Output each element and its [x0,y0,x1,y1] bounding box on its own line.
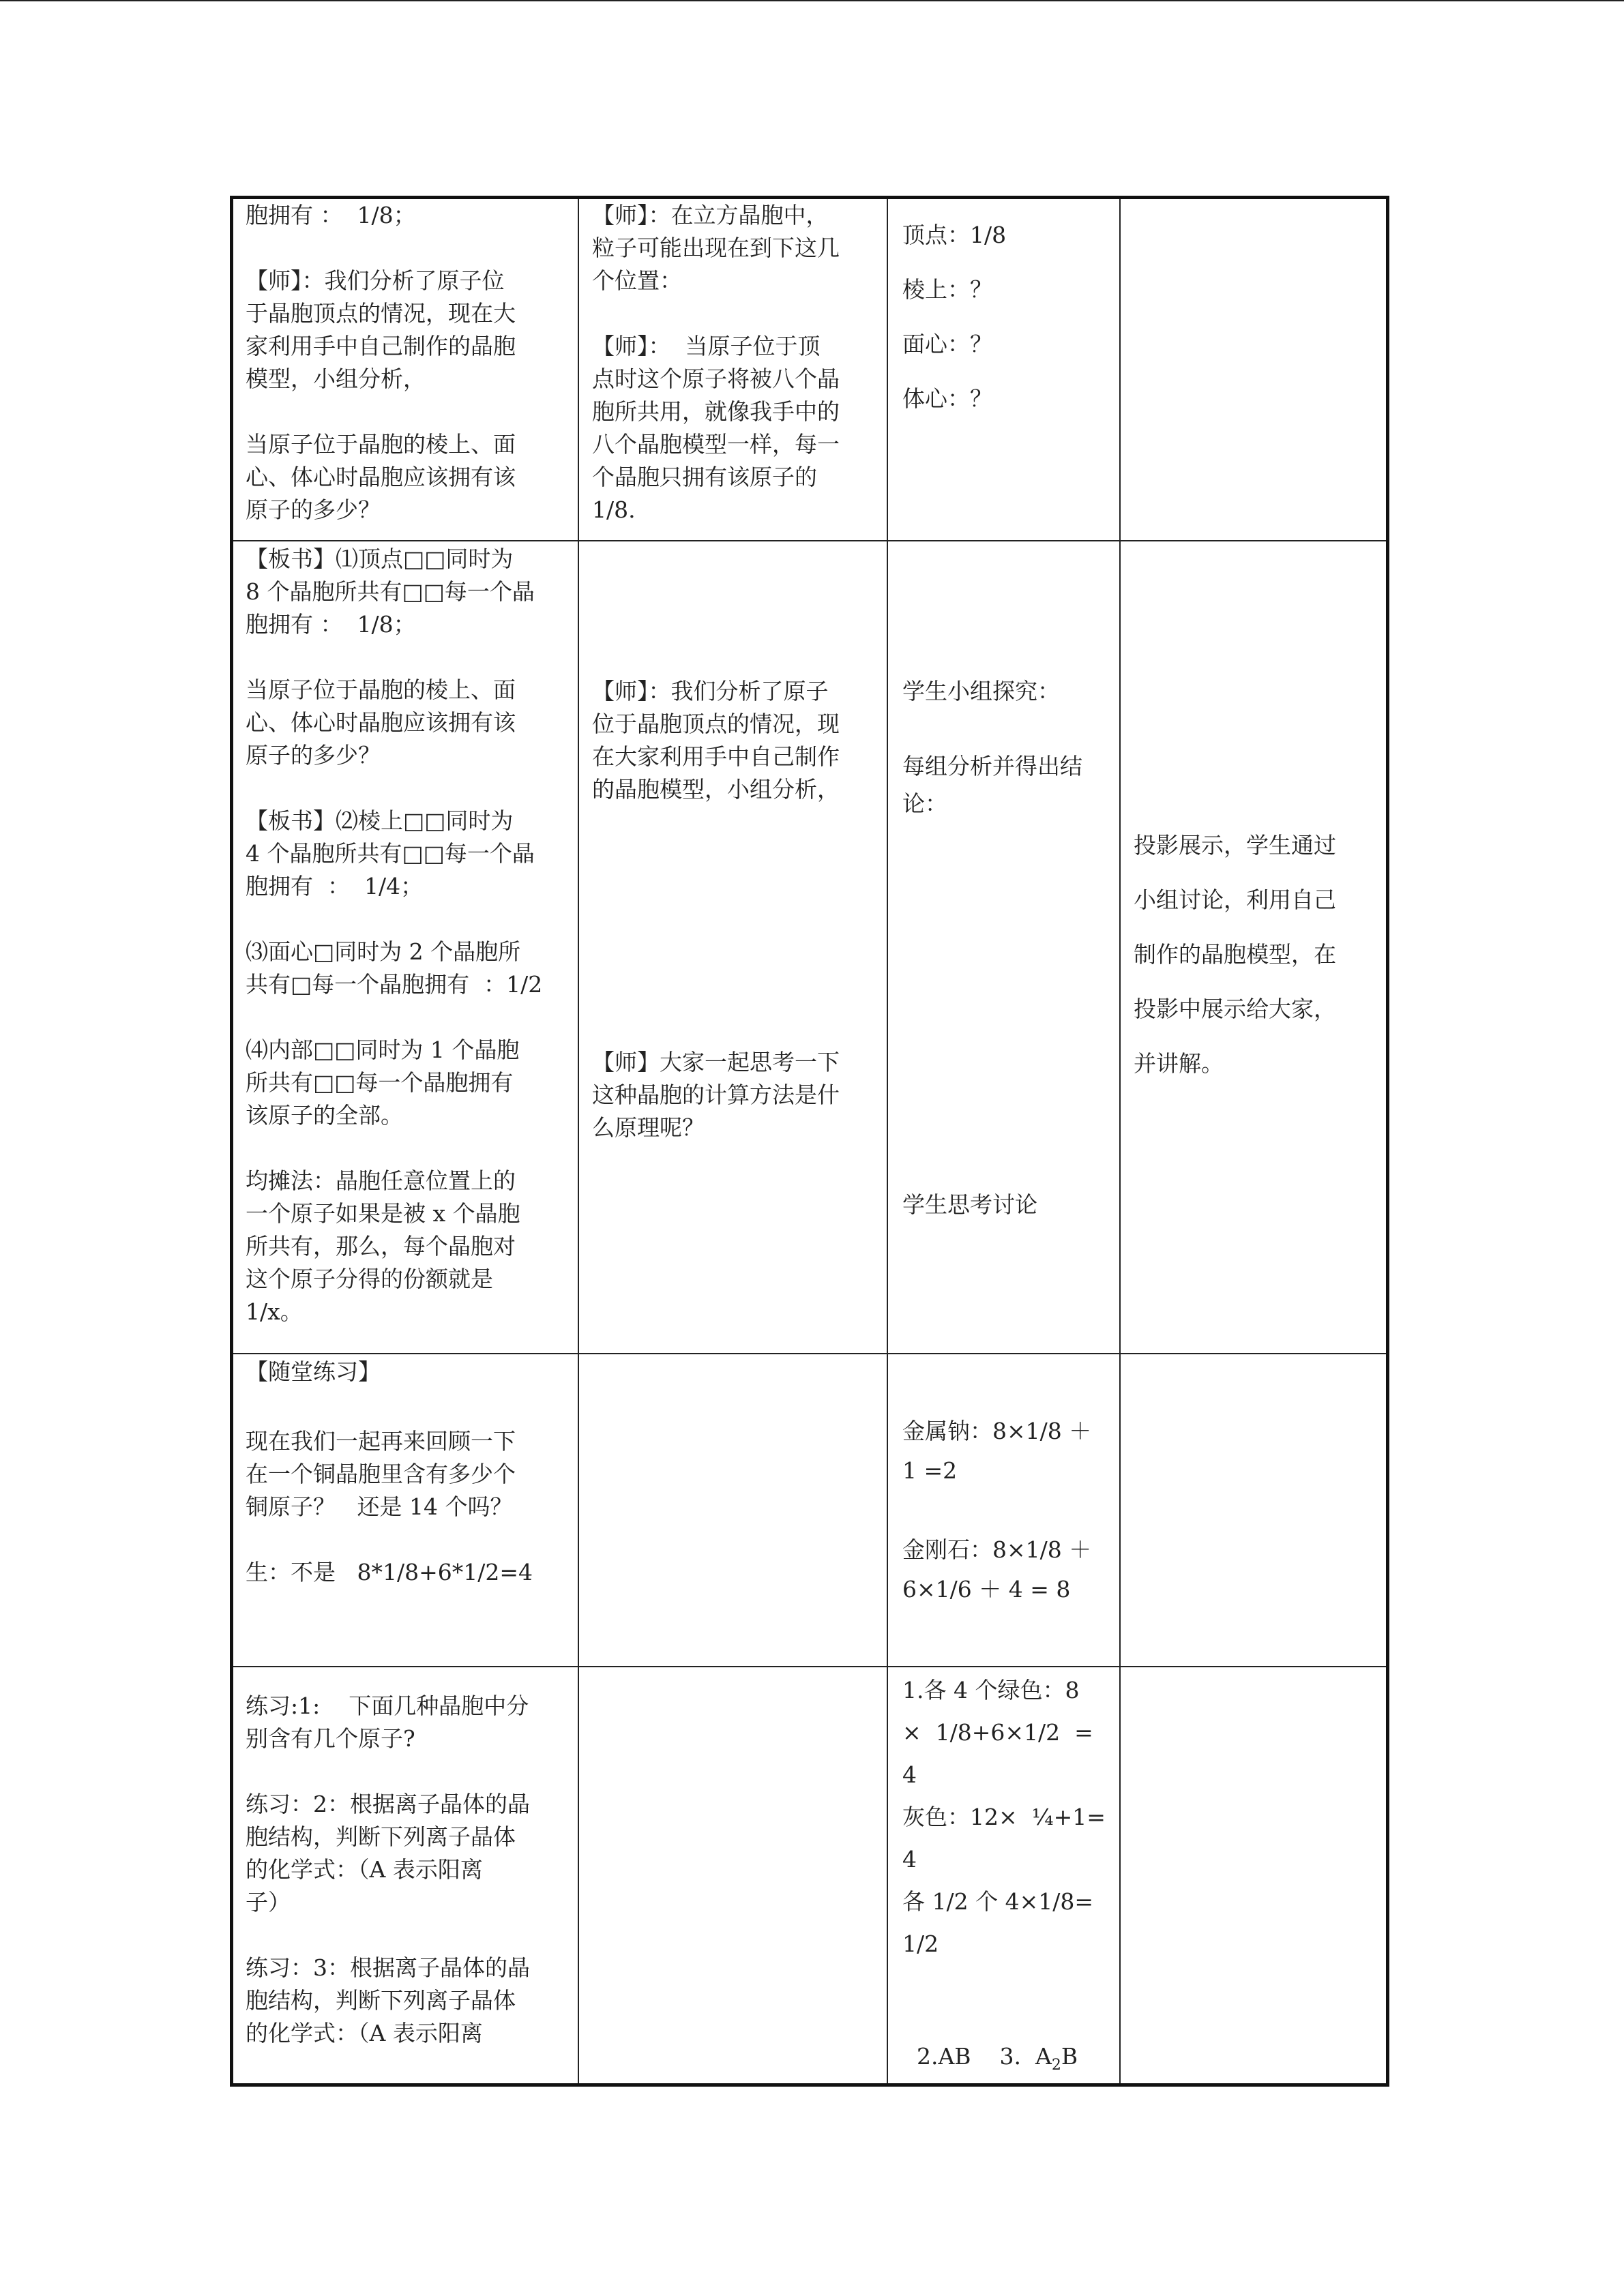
row3-teaching-content [246,1425,533,1589]
text-line: 学生小组探究： [902,678,1060,704]
text-line: 1/x。 [246,1298,303,1325]
text-line: 个晶胞只拥有该原子的 [592,464,817,490]
text-line: 胞拥有 ： 1/4； [246,873,424,899]
text-line: 原子的多少？ [246,496,381,523]
text-line: 共有□每一个晶胞拥有 ：1/2 [246,971,543,998]
text-line: 面心：？ [902,331,992,357]
text-line: 体心：？ [902,385,992,412]
text-line: ⑶面心□同时为 2 个晶胞所 [246,938,521,965]
row2-teacher-activity-b [592,1046,840,1144]
text-line: 铜原子？ 还是 14 个吗？ [246,1493,513,1520]
text-line: 均摊法：晶胞任意位置上的 [246,1167,516,1194]
text-line: 这个原子分得的份额就是 [246,1266,493,1292]
text-line: 在大家利用手中自己制作 [592,743,840,770]
text-line: 该原子的全部。 [246,1102,403,1129]
page-top-border [0,0,1624,1]
text-line: 当原子位于晶胞的棱上、面 [246,431,516,458]
text-line [246,396,516,428]
text-line [592,297,840,330]
text-line: 【师】大家一起思考一下 [592,1049,840,1075]
text-line: 并讲解。 [1134,1050,1224,1077]
text-line [246,1001,542,1034]
row4-answer-formula [902,2008,1078,2073]
text-line: 论： [902,790,947,817]
text-line [902,1491,1091,1530]
text-line: 1.各 4 个绿色：8 [902,1677,1080,1703]
text-line: 练习：2：根据离子晶体的晶 [246,1791,530,1817]
text-line: 【师】：我们分析了原子位 [246,267,505,294]
row1-student-activity [902,208,1006,426]
text-line: 所共有□□每一个晶胞拥有 [246,1069,514,1096]
text-line: 金属钠：8×1/8 ＋ [902,1418,1092,1444]
text-line: 胞拥有 ： 1/8； [246,611,416,638]
text-line [902,710,1082,747]
text-line: 点时这个原子将被八个晶 [592,366,840,392]
text-line: 投影展示，学生通过 [1134,832,1336,859]
text-line: 【师】：在立方晶胞中， [592,202,829,228]
text-line: 8 个晶胞所共有□□每一个晶 [246,578,535,605]
text-line: 棱上：？ [902,276,992,303]
answer-subscript: 2 [1051,2057,1061,2074]
row1-teacher-activity [592,199,840,526]
text-line: 家利用手中自己制作的晶胞 [246,333,516,359]
text-line: 1/8. [592,496,636,523]
row-divider-3 [233,1666,1386,1667]
text-line: 现在我们一起再来回顾一下 [246,1428,516,1455]
text-line: 别含有几个原子? [246,1725,415,1752]
text-line [246,903,542,936]
row-divider-1 [233,540,1386,541]
column-divider-1 [578,199,579,2083]
text-line: 灰色：12× ¼+1= [902,1804,1106,1830]
text-line: 1 =2 [902,1457,958,1484]
text-line: 胞所共用，就像我手中的 [592,398,840,425]
text-line: 的化学式：（A 表示阳离 [246,2020,483,2046]
text-line: 一个原子如果是被 x 个晶胞 [246,1200,520,1227]
text-line [246,641,542,674]
text-line: 当原子位于晶胞的棱上、面 [246,676,516,703]
text-line: 原子的多少？ [246,742,381,769]
text-line: 位于晶胞顶点的情况，现 [592,711,840,737]
text-line [246,1755,530,1788]
text-line: 【板书】⑵棱上□□同时为 [246,807,514,834]
text-line: 个位置： [592,267,682,294]
answer-suffix: B [1061,2043,1078,2070]
text-line [246,1132,542,1165]
row3-practice-heading: 【随堂练习】 [246,1358,381,1385]
text-line: 【师】： 当原子位于顶 [592,333,821,359]
text-line: 练习:1: 下面几种晶胞中分 [246,1693,529,1719]
text-line: 胞结构，判断下列离子晶体 [246,1987,516,2014]
row2-teaching-content [246,543,542,1328]
text-line: 投影中展示给大家， [1134,996,1336,1022]
row-divider-2 [233,1353,1386,1354]
text-line: 的化学式：（A 表示阳离 [246,1856,483,1883]
text-line: 模型，小组分析， [246,366,426,392]
answer-prefix: 2.AB 3. A [916,2043,1052,2070]
text-line: 么原理呢？ [592,1114,705,1141]
column-divider-3 [1119,199,1121,2083]
text-line [246,1919,530,1952]
text-line: 生：不是 8*1/8+6*1/2=4 [246,1559,533,1585]
row2-student-discussion: 学生思考讨论 [902,1191,1037,1218]
text-line: 【师】：我们分析了原子 [592,678,829,704]
text-line: 心、体心时晶胞应该拥有该 [246,464,516,490]
text-line: 1/2 [902,1930,939,1957]
text-line [246,772,542,805]
text-line: 金刚石：8×1/8 ＋ [902,1536,1092,1563]
text-line: 胞拥有 ： 1/8； [246,202,416,228]
row2-teacher-activity-a [592,675,840,806]
column-divider-2 [887,199,888,2083]
text-line: 八个晶胞模型一样，每一 [592,431,840,458]
text-line [246,1523,533,1556]
text-line [246,232,516,265]
text-line: 顶点：1/8 [902,222,1007,248]
row2-design-intent [1134,818,1336,1091]
text-line: 4 [902,1761,917,1788]
text-line: 于晶胞顶点的情况，现在大 [246,300,516,327]
text-line: 6×1/6 ＋ 4 = 8 [902,1576,1071,1602]
text-line: 4 个晶胞所共有□□每一个晶 [246,840,535,867]
text-line: × 1/8+6×1/2 = [902,1719,1093,1746]
text-line: 的晶胞模型，小组分析， [592,776,840,803]
text-line: ⑷内部□□同时为 1 个晶胞 [246,1037,520,1063]
row3-student-answers [902,1412,1091,1609]
text-line: 子） [246,1889,291,1915]
text-line: 每组分析并得出结 [902,753,1082,779]
row1-teaching-content [246,199,516,526]
row4-answers [902,1669,1106,1965]
row2-student-activity-a [902,672,1082,822]
text-line: 在一个铜晶胞里含有多少个 [246,1461,516,1487]
row4-exercises [246,1690,530,2050]
text-line: 胞结构，判断下列离子晶体 [246,1823,516,1850]
text-line: 【板书】⑴顶点□□同时为 [246,546,514,572]
text-line: 粒子可能出现在到下这几 [592,235,840,261]
text-line: 制作的晶胞模型，在 [1134,941,1336,968]
text-line: 练习：3：根据离子晶体的晶 [246,1954,530,1981]
text-line: 这种晶胞的计算方法是什 [592,1082,840,1108]
text-line: 心、体心时晶胞应该拥有该 [246,709,516,736]
text-line: 小组讨论，利用自己 [1134,886,1336,913]
text-line: 各 1/2 个 4×1/8= [902,1888,1093,1915]
text-line: 4 [902,1846,917,1873]
text-line: 所共有，那么，每个晶胞对 [246,1233,516,1259]
